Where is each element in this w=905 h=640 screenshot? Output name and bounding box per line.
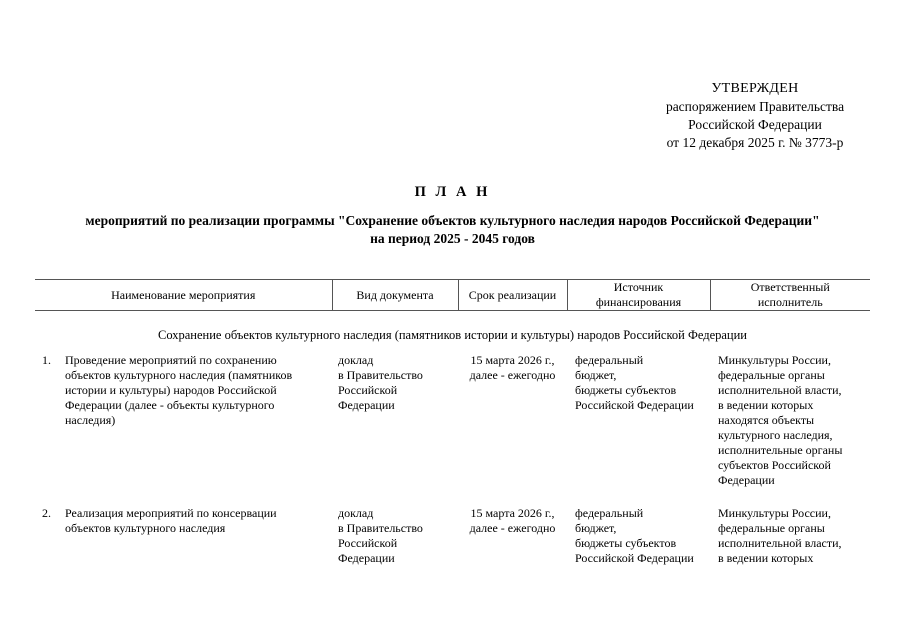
plan-subtitle-line-2: на период 2025 - 2045 годов xyxy=(370,231,535,246)
header-executor: Ответственный исполнитель xyxy=(710,280,870,311)
plan-subtitle xyxy=(20,212,885,248)
row-funding: федеральный бюджет, бюджеты субъектов Российской Федерации xyxy=(575,353,694,412)
table-header xyxy=(35,280,870,311)
approval-line-1: распоряжением Правительства xyxy=(665,99,845,114)
row-name-cell xyxy=(35,506,332,566)
row-executor: Минкультуры России, федеральные органы исполнительной власти, в ведении которых xyxy=(718,506,842,565)
row-term: 15 марта 2026 г., далее - ежегодно xyxy=(469,506,556,535)
section-title: Сохранение объектов культурного наследия (памятников истории и культуры) народов Российской Федерации xyxy=(157,328,747,342)
section-row xyxy=(35,311,870,354)
row-name: Реализация мероприятий по консервации объектов культурного наследия xyxy=(65,506,277,535)
plan-title: П Л А Н xyxy=(414,184,491,200)
header-funding: Источник финансирования xyxy=(567,280,710,311)
approval-line-3: от 12 декабря 2025 г. № 3773-р xyxy=(666,135,844,150)
header-doc-type: Вид документа xyxy=(332,280,458,311)
table-row xyxy=(35,506,870,566)
row-number: 2. xyxy=(42,506,51,520)
row-term: 15 марта 2026 г., далее - ежегодно xyxy=(469,353,556,382)
row-name-cell xyxy=(35,353,332,506)
row-doc-type: доклад в Правительство Российской Федерации xyxy=(338,506,423,565)
row-name: Проведение мероприятий по сохранению объектов культурного наследия (памятников истории и культуры) народов Российской Федерации (далее - объекты культурного наследия) xyxy=(65,353,293,427)
table-row xyxy=(35,353,870,506)
plan-subtitle-line-1: мероприятий по реализации программы "Сохранение объектов культурного наследия народов Российской Федерации" xyxy=(85,213,820,228)
plan-table xyxy=(35,279,870,566)
header-name: Наименование мероприятия xyxy=(35,280,332,311)
approval-stamp xyxy=(640,80,870,152)
approval-title: УТВЕРЖДЕН xyxy=(711,81,799,96)
row-executor: Минкультуры России, федеральные органы исполнительной власти, в ведении которых находятся объекты культурного наследия, исполнительные органы субъектов Российской Федерации xyxy=(718,353,843,487)
approval-line-2: Российской Федерации xyxy=(688,117,822,132)
row-funding: федеральный бюджет, бюджеты субъектов Российской Федерации xyxy=(575,506,694,565)
header-term: Срок реализации xyxy=(458,280,567,311)
row-doc-type: доклад в Правительство Российской Федерации xyxy=(338,353,423,412)
row-number: 1. xyxy=(42,353,51,367)
